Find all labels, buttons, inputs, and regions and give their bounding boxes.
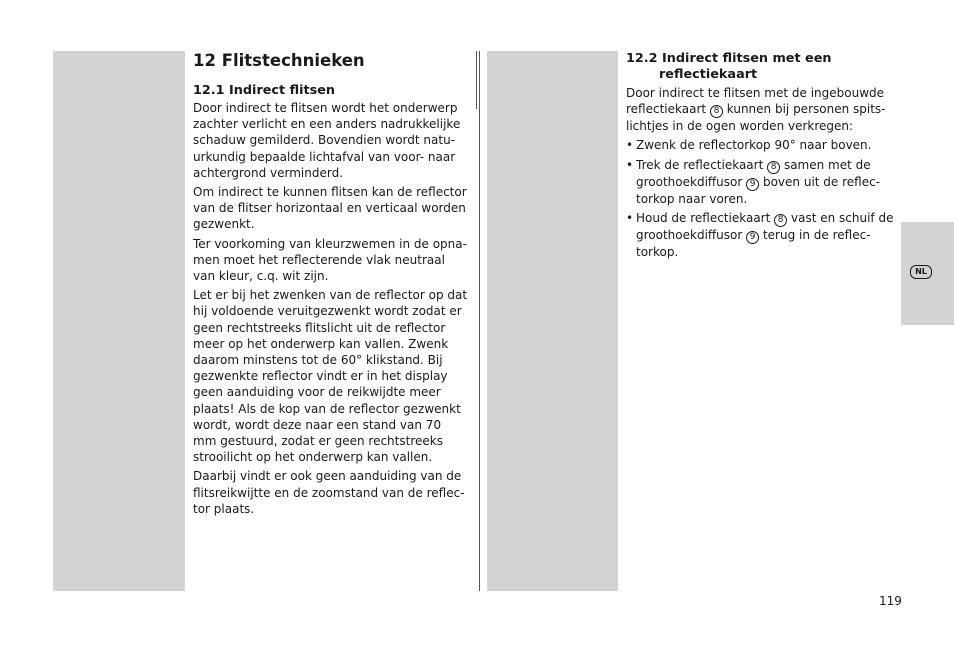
list-item-text: Houd de reflectiekaart [636, 210, 771, 225]
reference-number-badge: 8 [710, 105, 723, 118]
middle-margin-block [487, 51, 618, 591]
list-item-text: terug in de reflectorkop. [636, 227, 871, 259]
reference-number-badge: 9 [746, 231, 759, 244]
list-item-text: Zwenk de reflectorkop 90° naar boven. [636, 138, 872, 153]
left-margin-block [53, 51, 185, 591]
page-number: 119 [879, 594, 902, 608]
column-divider-short [476, 51, 477, 109]
column-divider [479, 51, 480, 591]
left-column [193, 50, 468, 520]
language-badge: NL [910, 265, 932, 279]
bullet: • [626, 138, 634, 153]
list-item-text: samen met de groothoekdiffusor [636, 157, 871, 189]
list-item-text: Trek de reflectiekaart [636, 157, 764, 172]
reference-number-badge: 8 [767, 161, 780, 174]
list-item [626, 210, 894, 260]
list-item-text: vast en schuif de groothoekdiffusor [636, 210, 894, 242]
reference-number-badge: 8 [774, 214, 787, 227]
section-title-12-2: 12.2 Indirect flitsen met een reflectiekaart [626, 51, 832, 82]
intro-paragraph [626, 85, 894, 134]
list-item [626, 137, 894, 153]
section-title-12-1: 12.1 Indirect flitsen [193, 83, 335, 98]
bullet: • [626, 157, 634, 172]
bullet: • [626, 210, 634, 225]
paragraph: Let er bij het zwenken van de reflector op dat hij voldoende veruitgezwenkt wordt zodat er geen rechtstreeks flitslicht uit de reflector meer op het onderwerp kan vallen. Zwenk daarom minstens tot de 60° klikstand. Bij gezwenkte reflector vindt er in het display geen aanduiding voor de reikwijdte meer plaats! Als de kop van de reflector gezwenkt wordt, wordt deze naar een stand van 70 mm gestuurd, zodat er geen rechtstreeks strooilicht op het onderwerp kan vallen. [193, 288, 468, 465]
chapter-title: 12 Flitstechnieken [193, 51, 365, 70]
reference-number-badge: 9 [746, 178, 759, 191]
paragraph: Ter voorkoming van kleurzwemen in de opnamen moet het reflecterende vlak neutraal van kleur, c.q. wit zijn. [193, 236, 467, 284]
paragraph: Door indirect te flitsen wordt het onderwerp zachter verlicht en een anders nadrukkelijke schaduw gemilderd. Bovendien wordt natuurkundig bepaalde lichtafval van voor- naar achtergrond verminderd. [193, 101, 461, 180]
list-item-text: boven uit de reflectorkop naar voren. [636, 174, 881, 206]
intro-text-before: Door indirect te flitsen met de ingebouwde reflectiekaart [626, 86, 885, 117]
intro-text-after: kunnen bij personen spitslichtjes in de ogen worden verkregen: [626, 102, 886, 134]
right-column [626, 50, 894, 263]
list-item [626, 157, 894, 207]
paragraph: Om indirect te kunnen flitsen kan de reflector van de flitser horizontaal en verticaal worden gezwenkt. [193, 185, 467, 232]
paragraph: Daarbij vindt er ook geen aanduiding van de flitsreikwijtte en de zoomstand van de reflector plaats. [193, 469, 465, 516]
instruction-list [626, 137, 894, 260]
